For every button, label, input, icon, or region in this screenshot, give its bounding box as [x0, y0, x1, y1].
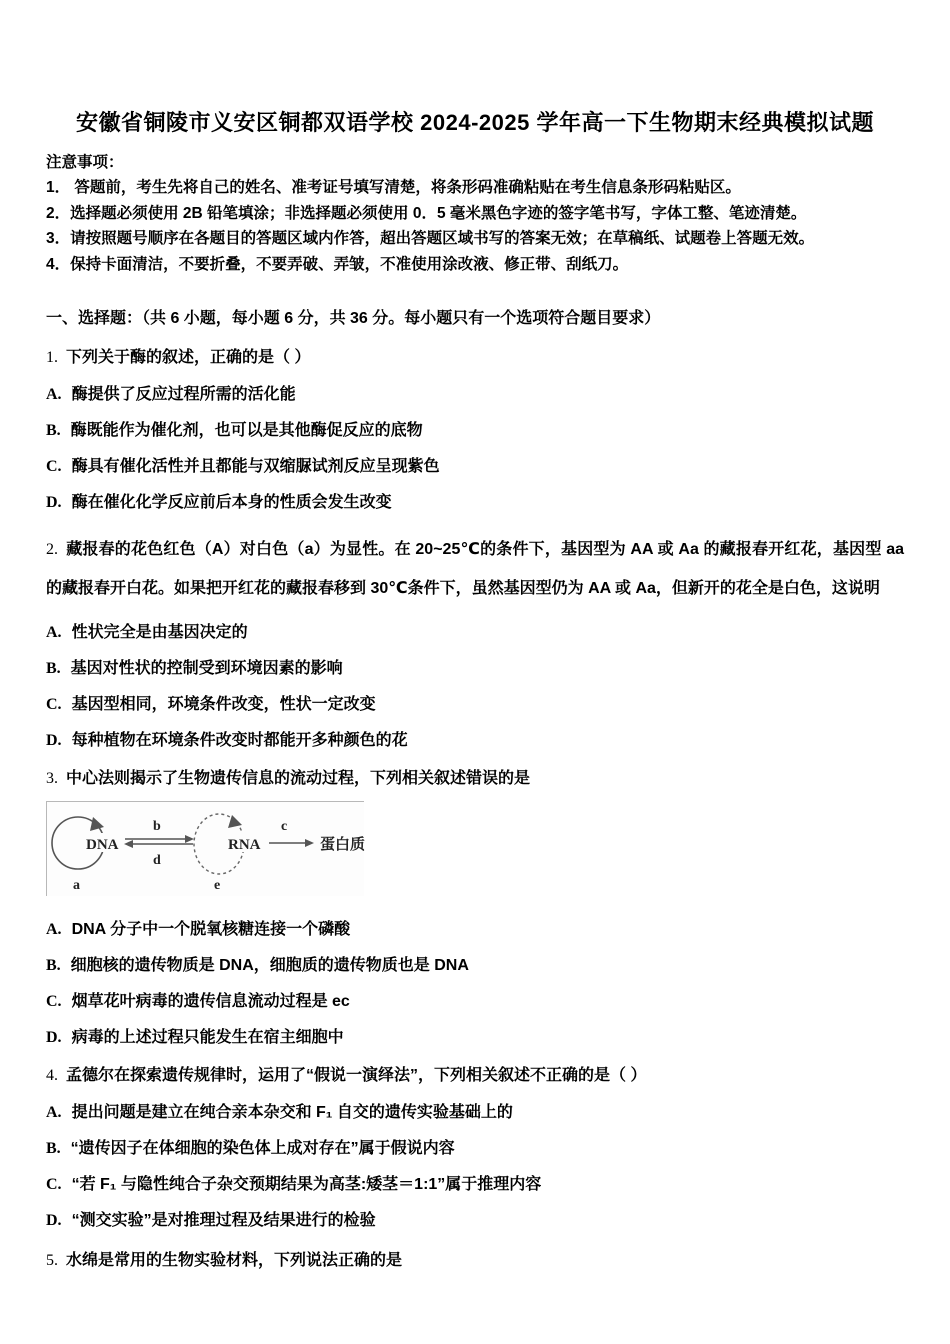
- question-2: [46, 530, 904, 752]
- option-text: 基因型相同，环境条件改变，性状一定改变: [71, 696, 376, 713]
- question-4-number: 4.: [46, 1067, 58, 1084]
- option-label: B.: [46, 1140, 61, 1157]
- question-4-stem: [46, 1064, 904, 1088]
- question-2-stem: [46, 530, 904, 608]
- arrow-d-head: [124, 840, 133, 848]
- question-5-number: 5.: [46, 1252, 58, 1269]
- option-text: 每种植物在环境条件改变时都能开多种颜色的花: [71, 732, 408, 749]
- question-3-number: 3.: [46, 770, 58, 787]
- question-3-option-c: [46, 990, 904, 1013]
- central-dogma-svg: [47, 802, 365, 897]
- label-a: a: [73, 878, 80, 893]
- option-label: A.: [46, 624, 62, 641]
- question-1: [46, 346, 904, 514]
- label-c: c: [281, 819, 288, 834]
- question-5-stem: [46, 1249, 904, 1273]
- option-label: B.: [46, 957, 61, 974]
- question-1-stem-text: 下列关于酶的叙述，正确的是（ ）: [66, 349, 311, 366]
- option-label: A.: [46, 1104, 62, 1121]
- dna-label: DNA: [86, 837, 119, 853]
- question-3: [46, 767, 904, 1049]
- option-text: 酶具有催化活性并且都能与双缩脲试剂反应呈现紫色: [71, 458, 440, 475]
- option-text: 基因对性状的控制受到环境因素的影响: [70, 660, 343, 677]
- question-3-stem: [46, 767, 904, 791]
- option-label: D.: [46, 1029, 62, 1046]
- question-4: [46, 1064, 904, 1232]
- dna-loop-arrowhead: [90, 817, 104, 831]
- option-text: 烟草花叶病毒的遗传信息流动过程是 ec: [71, 993, 350, 1010]
- option-label: D.: [46, 732, 62, 749]
- arrow-c-head: [305, 839, 314, 847]
- question-3-option-d: [46, 1026, 904, 1049]
- notice-item-4: 4．保持卡面清洁，不要折叠，不要弄破、弄皱，不准使用涂改液、修正带、刮纸刀。: [46, 255, 629, 273]
- question-2-stem-text: 藏报春的花色红色（A）对白色（a）为显性。在 20~25℃的条件下，基因型为 AA 或 Aa 的藏报春开红花，基因型 aa 的藏报春开白花。如果把开红花的藏报春移到 30℃条件下，虽然基因型仍为 AA 或 Aa，但新开的花全是白色，这说明: [46, 541, 904, 597]
- question-4-option-a: [46, 1101, 904, 1124]
- page-title: 安徽省铜陵市义安区铜都双语学校 2024-2025 学年高一下生物期末经典模拟试题: [76, 110, 874, 135]
- option-text: “若 F₁ 与隐性纯合子杂交预期结果为高茎:矮茎＝1:1”属于推理内容: [71, 1176, 542, 1193]
- option-text: 酶既能作为催化剂，也可以是其他酶促反应的底物: [70, 422, 423, 439]
- question-3-option-a: [46, 918, 904, 941]
- option-text: 提出问题是建立在纯合亲本杂交和 F₁ 自交的遗传实验基础上的: [71, 1104, 513, 1121]
- question-1-option-d: [46, 491, 904, 514]
- notice-item-1: 1． 答题前，考生先将自己的姓名、准考证号填写清楚，将条形码准确粘贴在考生信息条形码粘贴区。: [46, 179, 741, 196]
- question-5-stem-text: 水绵是常用的生物实验材料，下列说法正确的是: [66, 1252, 403, 1269]
- option-text: 细胞核的遗传物质是 DNA，细胞质的遗传物质也是 DNA: [70, 957, 469, 974]
- question-4-option-b: [46, 1137, 904, 1160]
- arrow-b-head: [185, 835, 194, 843]
- option-label: B.: [46, 660, 61, 677]
- option-text: “测交实验”是对推理过程及结果进行的检验: [71, 1212, 376, 1229]
- question-4-stem-text: 孟德尔在探索遗传规律时，运用了“假说一演绎法”，下列相关叙述不正确的是（ ）: [66, 1067, 647, 1084]
- rna-label: RNA: [228, 837, 261, 853]
- option-label: A.: [46, 386, 62, 403]
- question-2-option-c: [46, 693, 904, 716]
- question-3-option-b: [46, 954, 904, 977]
- option-text: 病毒的上述过程只能发生在宿主细胞中: [71, 1029, 344, 1046]
- notice-heading: 注意事项：: [46, 154, 124, 171]
- notice-item-3: 3．请按照题号顺序在各题目的答题区域内作答，超出答题区域书写的答案无效；在草稿纸、试题卷上答题无效。: [46, 230, 815, 247]
- option-text: “遗传因子在体细胞的染色体上成对存在”属于假说内容: [70, 1140, 455, 1157]
- question-4-option-d: [46, 1209, 904, 1232]
- option-text: 性状完全是由基因决定的: [71, 624, 248, 641]
- question-1-option-b: [46, 419, 904, 442]
- central-dogma-diagram: [46, 801, 364, 896]
- question-1-option-c: [46, 455, 904, 478]
- option-label: C.: [46, 696, 62, 713]
- protein-label: 蛋白质: [320, 836, 365, 853]
- label-e: e: [214, 878, 221, 893]
- option-label: C.: [46, 458, 62, 475]
- question-1-number: 1.: [46, 349, 58, 366]
- option-label: C.: [46, 1176, 62, 1193]
- option-label: D.: [46, 494, 62, 511]
- question-2-option-a: [46, 621, 904, 644]
- option-label: D.: [46, 1212, 62, 1229]
- question-2-option-d: [46, 729, 904, 752]
- option-label: C.: [46, 993, 62, 1010]
- option-text: 酶在催化化学反应前后本身的性质会发生改变: [71, 494, 392, 511]
- question-1-stem: [46, 346, 904, 370]
- option-text: 酶提供了反应过程所需的活化能: [71, 386, 296, 403]
- question-4-option-c: [46, 1173, 904, 1196]
- question-5: [46, 1249, 904, 1273]
- section-heading-choice: 一、选择题：（共 6 小题，每小题 6 分，共 36 分。每小题只有一个选项符合题目要求）: [46, 310, 661, 327]
- option-label: A.: [46, 921, 62, 938]
- question-1-option-a: [46, 383, 904, 406]
- question-3-stem-text: 中心法则揭示了生物遗传信息的流动过程，下列相关叙述错误的是: [66, 770, 531, 787]
- label-d: d: [153, 853, 161, 868]
- option-text: DNA 分子中一个脱氧核糖连接一个磷酸: [71, 921, 351, 938]
- label-b: b: [153, 819, 161, 834]
- question-2-number: 2.: [46, 541, 58, 558]
- notice-item-2: 2．选择题必须使用 2B 铅笔填涂；非选择题必须使用 0．5 毫米黑色字迹的签字笔书写，字体工整、笔迹清楚。: [46, 204, 807, 222]
- question-2-option-b: [46, 657, 904, 680]
- notice-section: [46, 150, 904, 277]
- option-label: B.: [46, 422, 61, 439]
